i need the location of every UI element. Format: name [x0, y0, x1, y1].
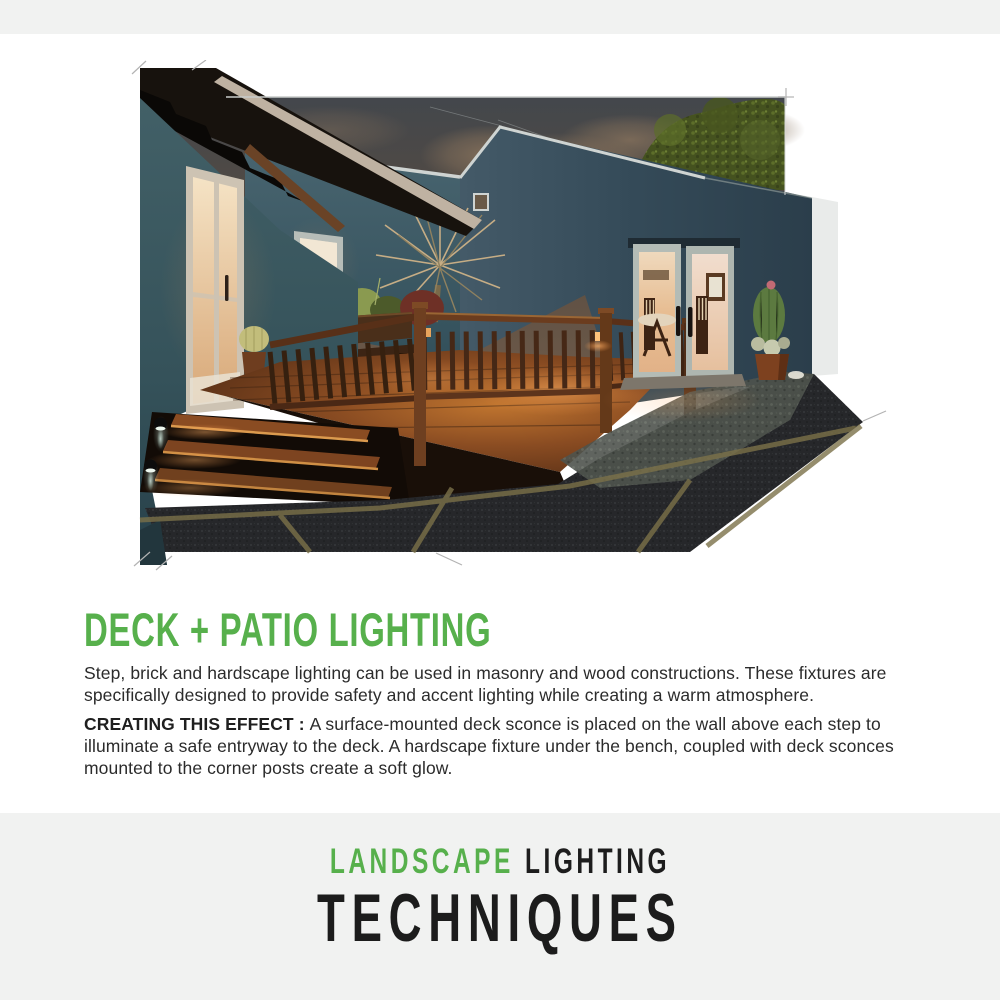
deck-sconce — [595, 332, 600, 341]
render-illustration — [130, 60, 890, 580]
door-handle — [688, 307, 693, 337]
top-margin-band — [0, 0, 1000, 34]
deck-patio-render — [130, 60, 890, 580]
section-description: Step, brick and hardscape lighting can be used in masonry and wood constructions. These fixtures are specifically designed to provide safety and accent lighting while creating a warm atmosphere. — [84, 663, 887, 705]
section-title-text: DECK + PATIO LIGHTING — [84, 603, 492, 656]
content-panel — [0, 34, 1000, 813]
path-light-spill — [788, 371, 804, 379]
effect-text: A surface-mounted deck sconce is placed on the wall above each step to illuminate a safe entryway to the deck. A hardscape fixture under the bench, coupled with deck sconces mounted to the corner posts create a soft glow. — [84, 714, 894, 778]
footer-title — [0, 880, 1000, 956]
footer-title-text: TECHNIQUES — [317, 880, 683, 956]
footer-band — [0, 813, 1000, 1000]
gray-panel — [812, 197, 838, 376]
small-window — [473, 193, 489, 211]
brand-line — [0, 843, 1000, 881]
railing-post-cap — [412, 302, 428, 309]
cactus-bloom — [767, 281, 776, 290]
brand-secondary: LIGHTING — [525, 842, 671, 881]
door-handle — [225, 275, 229, 301]
deck-sconce — [426, 328, 431, 337]
brand-primary: LANDSCAPE — [329, 842, 514, 881]
effect-paragraph — [84, 713, 926, 779]
section-title — [84, 603, 666, 656]
effect-label: CREATING THIS EFFECT : — [84, 714, 305, 734]
door-handle — [676, 306, 681, 336]
